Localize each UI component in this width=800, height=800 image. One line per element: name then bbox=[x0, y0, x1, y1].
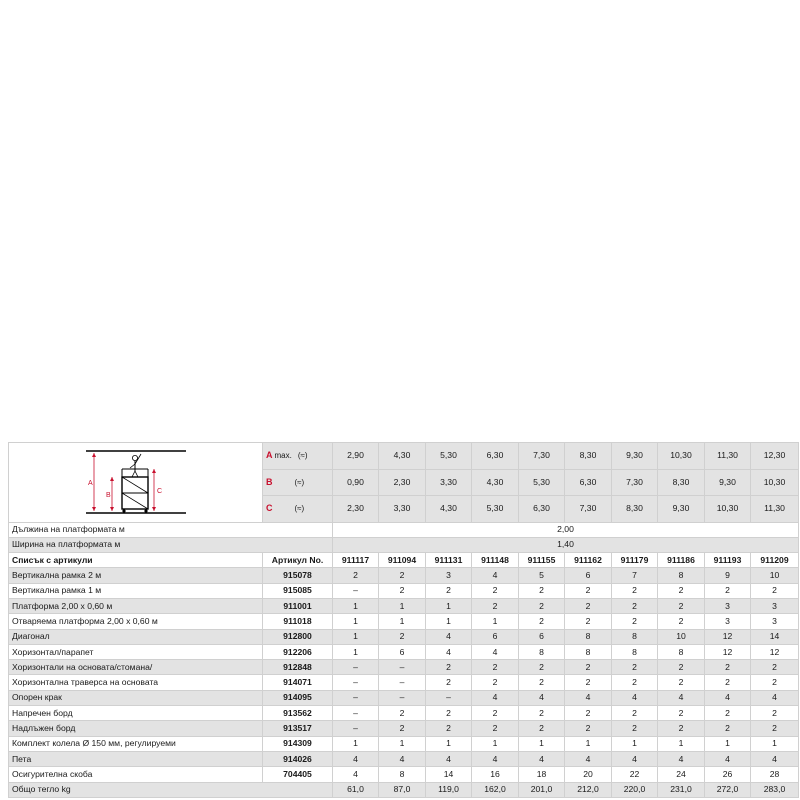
platform-width-label: Ширина на платформата м bbox=[9, 537, 333, 552]
scaffold-spec-table bbox=[8, 442, 799, 798]
item-quantity: 2 bbox=[379, 583, 426, 598]
item-quantity: 2 bbox=[751, 583, 799, 598]
dim-b-value: 6,30 bbox=[565, 469, 612, 496]
dim-b-value: 3,30 bbox=[426, 469, 472, 496]
item-quantity: 1 bbox=[565, 736, 612, 751]
item-article-number: 912800 bbox=[263, 629, 333, 644]
dim-c-value: 6,30 bbox=[519, 496, 565, 523]
item-quantity: 2 bbox=[751, 660, 799, 675]
item-quantity: – bbox=[379, 660, 426, 675]
total-weight-value: 220,0 bbox=[612, 782, 658, 797]
column-article-number: 911179 bbox=[612, 553, 658, 568]
item-quantity: 1 bbox=[379, 736, 426, 751]
item-quantity: 2 bbox=[426, 583, 472, 598]
dim-c-value: 3,30 bbox=[379, 496, 426, 523]
item-quantity: – bbox=[333, 675, 379, 690]
dim-c-value: 4,30 bbox=[426, 496, 472, 523]
item-quantity: 1 bbox=[751, 736, 799, 751]
item-quantity: 1 bbox=[426, 614, 472, 629]
dim-c-value: 9,30 bbox=[658, 496, 705, 523]
item-quantity: 1 bbox=[379, 614, 426, 629]
table-row bbox=[9, 598, 799, 613]
item-quantity: 1 bbox=[333, 629, 379, 644]
dim-a-value: 11,30 bbox=[705, 443, 751, 470]
item-quantity: 2 bbox=[565, 598, 612, 613]
item-quantity: 4 bbox=[426, 629, 472, 644]
item-quantity: 2 bbox=[612, 598, 658, 613]
dim-a-value: 7,30 bbox=[519, 443, 565, 470]
item-article-number: 914071 bbox=[263, 675, 333, 690]
dim-a-value: 5,30 bbox=[426, 443, 472, 470]
table-row bbox=[9, 583, 799, 598]
item-quantity: 4 bbox=[612, 690, 658, 705]
total-weight-row bbox=[9, 782, 799, 797]
item-quantity: 3 bbox=[426, 568, 472, 583]
total-weight-value: 119,0 bbox=[426, 782, 472, 797]
dim-b-value: 2,30 bbox=[379, 469, 426, 496]
item-quantity: 1 bbox=[705, 736, 751, 751]
item-quantity: 7 bbox=[612, 568, 658, 583]
item-quantity: 4 bbox=[333, 751, 379, 766]
item-quantity: 4 bbox=[565, 751, 612, 766]
article-number-heading: Артикул No. bbox=[263, 553, 333, 568]
item-quantity: 8 bbox=[612, 629, 658, 644]
item-quantity: 2 bbox=[426, 721, 472, 736]
table-row bbox=[9, 690, 799, 705]
item-quantity: 2 bbox=[612, 660, 658, 675]
svg-text:C: C bbox=[156, 488, 162, 496]
item-quantity: 2 bbox=[705, 706, 751, 721]
item-name: Диагонал bbox=[9, 629, 263, 644]
scaffold-illustration bbox=[9, 443, 263, 523]
item-quantity: 2 bbox=[379, 706, 426, 721]
item-quantity: 10 bbox=[751, 568, 799, 583]
platform-length-value: 2,00 bbox=[333, 522, 799, 537]
item-quantity: 12 bbox=[705, 629, 751, 644]
item-quantity: 8 bbox=[565, 644, 612, 659]
item-quantity: 2 bbox=[705, 583, 751, 598]
item-quantity: 2 bbox=[519, 721, 565, 736]
item-quantity: 10 bbox=[658, 629, 705, 644]
item-quantity: 1 bbox=[333, 644, 379, 659]
dim-a-value: 8,30 bbox=[565, 443, 612, 470]
dim-b-value: 0,90 bbox=[333, 469, 379, 496]
item-quantity: 2 bbox=[658, 598, 705, 613]
item-quantity: 8 bbox=[658, 568, 705, 583]
item-quantity: 4 bbox=[751, 751, 799, 766]
dim-b-value: 4,30 bbox=[472, 469, 519, 496]
item-article-number: 913517 bbox=[263, 721, 333, 736]
item-quantity: 1 bbox=[426, 736, 472, 751]
item-quantity: – bbox=[333, 690, 379, 705]
item-quantity: 4 bbox=[705, 690, 751, 705]
item-quantity: 4 bbox=[658, 751, 705, 766]
item-name: Комплект колела Ø 150 мм, регулируеми bbox=[9, 736, 263, 751]
item-quantity: – bbox=[333, 721, 379, 736]
item-quantity: 2 bbox=[658, 660, 705, 675]
item-quantity: 1 bbox=[333, 614, 379, 629]
total-weight-value: 272,0 bbox=[705, 782, 751, 797]
item-quantity: 2 bbox=[426, 675, 472, 690]
item-quantity: 2 bbox=[426, 706, 472, 721]
item-quantity: 8 bbox=[519, 644, 565, 659]
item-quantity: 1 bbox=[333, 598, 379, 613]
item-article-number: 914095 bbox=[263, 690, 333, 705]
dim-a-value: 9,30 bbox=[612, 443, 658, 470]
item-quantity: 2 bbox=[519, 583, 565, 598]
article-list-heading: Списък с артикули bbox=[9, 553, 263, 568]
column-article-number: 911186 bbox=[658, 553, 705, 568]
dim-a-value: 4,30 bbox=[379, 443, 426, 470]
item-name: Хоризонтална траверса на основата bbox=[9, 675, 263, 690]
item-quantity: 2 bbox=[426, 660, 472, 675]
item-quantity: 4 bbox=[519, 751, 565, 766]
item-quantity: 2 bbox=[472, 598, 519, 613]
item-quantity: 8 bbox=[658, 644, 705, 659]
item-quantity: 2 bbox=[565, 660, 612, 675]
total-weight-value: 87,0 bbox=[379, 782, 426, 797]
item-quantity: 24 bbox=[658, 767, 705, 782]
item-quantity: 9 bbox=[705, 568, 751, 583]
item-article-number: 911001 bbox=[263, 598, 333, 613]
item-quantity: 14 bbox=[426, 767, 472, 782]
item-quantity: 12 bbox=[705, 644, 751, 659]
item-quantity: 3 bbox=[751, 598, 799, 613]
item-quantity: 2 bbox=[472, 583, 519, 598]
column-article-number: 911117 bbox=[333, 553, 379, 568]
item-quantity: 1 bbox=[333, 736, 379, 751]
item-quantity: 1 bbox=[379, 598, 426, 613]
item-quantity: 2 bbox=[519, 598, 565, 613]
item-article-number: 912206 bbox=[263, 644, 333, 659]
item-quantity: 8 bbox=[565, 629, 612, 644]
item-quantity: 1 bbox=[519, 736, 565, 751]
table-row bbox=[9, 721, 799, 736]
item-quantity: 2 bbox=[565, 614, 612, 629]
dim-c-value: 10,30 bbox=[705, 496, 751, 523]
platform-length-row bbox=[9, 522, 799, 537]
item-quantity: – bbox=[333, 660, 379, 675]
item-quantity: 1 bbox=[612, 736, 658, 751]
table-row bbox=[9, 644, 799, 659]
item-name: Отваряема платформа 2,00 x 0,60 м bbox=[9, 614, 263, 629]
column-article-number: 911131 bbox=[426, 553, 472, 568]
item-quantity: – bbox=[379, 690, 426, 705]
item-article-number: 915085 bbox=[263, 583, 333, 598]
item-quantity: 2 bbox=[519, 660, 565, 675]
item-quantity: 4 bbox=[472, 568, 519, 583]
table-row bbox=[9, 751, 799, 766]
column-article-number: 911162 bbox=[565, 553, 612, 568]
item-quantity: 22 bbox=[612, 767, 658, 782]
total-weight-value: 201,0 bbox=[519, 782, 565, 797]
item-quantity: 4 bbox=[472, 690, 519, 705]
dim-c-value: 11,30 bbox=[751, 496, 799, 523]
table-row bbox=[9, 568, 799, 583]
item-quantity: 1 bbox=[426, 598, 472, 613]
item-quantity: – bbox=[426, 690, 472, 705]
item-quantity: 2 bbox=[612, 675, 658, 690]
item-quantity: 2 bbox=[379, 568, 426, 583]
item-name: Надлъжен борд bbox=[9, 721, 263, 736]
dim-b-value: 8,30 bbox=[658, 469, 705, 496]
dim-label-a: A max. (≈) bbox=[263, 443, 333, 470]
dim-label-b: B (≈) bbox=[263, 469, 333, 496]
svg-text:B: B bbox=[105, 492, 111, 500]
item-quantity: 8 bbox=[612, 644, 658, 659]
item-quantity: 18 bbox=[519, 767, 565, 782]
item-quantity: 2 bbox=[472, 675, 519, 690]
item-quantity: 2 bbox=[658, 721, 705, 736]
item-quantity: 14 bbox=[751, 629, 799, 644]
item-quantity: 2 bbox=[751, 706, 799, 721]
item-article-number: 912848 bbox=[263, 660, 333, 675]
item-quantity: 1 bbox=[658, 736, 705, 751]
item-name: Опорен крак bbox=[9, 690, 263, 705]
article-list-header-row bbox=[9, 553, 799, 568]
item-quantity: 2 bbox=[519, 675, 565, 690]
dim-a-value: 6,30 bbox=[472, 443, 519, 470]
column-article-number: 911148 bbox=[472, 553, 519, 568]
item-quantity: 2 bbox=[612, 706, 658, 721]
column-article-number: 911193 bbox=[705, 553, 751, 568]
item-quantity: 2 bbox=[565, 721, 612, 736]
item-quantity: 4 bbox=[612, 751, 658, 766]
item-quantity: 2 bbox=[565, 706, 612, 721]
total-weight-value: 283,0 bbox=[751, 782, 799, 797]
item-quantity: 4 bbox=[333, 767, 379, 782]
item-quantity: 2 bbox=[379, 721, 426, 736]
platform-length-label: Дължина на платформата м bbox=[9, 522, 333, 537]
item-quantity: 2 bbox=[705, 675, 751, 690]
item-quantity: 20 bbox=[565, 767, 612, 782]
item-quantity: 2 bbox=[379, 629, 426, 644]
item-article-number: 914309 bbox=[263, 736, 333, 751]
item-name: Платформа 2,00 x 0,60 м bbox=[9, 598, 263, 613]
scaffold-tower-icon bbox=[86, 447, 186, 517]
item-quantity: 4 bbox=[426, 644, 472, 659]
dim-b-value: 7,30 bbox=[612, 469, 658, 496]
column-article-number: 911155 bbox=[519, 553, 565, 568]
item-name: Хоризонтали на основата/стомана/ bbox=[9, 660, 263, 675]
dim-c-value: 8,30 bbox=[612, 496, 658, 523]
column-article-number: 911209 bbox=[751, 553, 799, 568]
dim-b-value: 5,30 bbox=[519, 469, 565, 496]
platform-width-row bbox=[9, 537, 799, 552]
item-quantity: – bbox=[379, 675, 426, 690]
table-row bbox=[9, 736, 799, 751]
item-quantity: 2 bbox=[333, 568, 379, 583]
item-name: Вертикална рамка 1 м bbox=[9, 583, 263, 598]
item-article-number: 913562 bbox=[263, 706, 333, 721]
total-weight-value: 231,0 bbox=[658, 782, 705, 797]
item-quantity: 6 bbox=[379, 644, 426, 659]
total-weight-label: Общо тегло kg bbox=[9, 782, 333, 797]
item-name: Пета bbox=[9, 751, 263, 766]
total-weight-value: 162,0 bbox=[472, 782, 519, 797]
item-quantity: 16 bbox=[472, 767, 519, 782]
item-quantity: 6 bbox=[565, 568, 612, 583]
item-quantity: 2 bbox=[705, 660, 751, 675]
table-row bbox=[9, 660, 799, 675]
item-quantity: 4 bbox=[565, 690, 612, 705]
item-quantity: – bbox=[333, 583, 379, 598]
item-quantity: 2 bbox=[751, 675, 799, 690]
item-quantity: 2 bbox=[751, 721, 799, 736]
item-quantity: 3 bbox=[751, 614, 799, 629]
item-quantity: 2 bbox=[658, 583, 705, 598]
item-quantity: 4 bbox=[472, 644, 519, 659]
dim-row-a bbox=[9, 443, 799, 470]
dim-c-value: 2,30 bbox=[333, 496, 379, 523]
total-weight-value: 212,0 bbox=[565, 782, 612, 797]
item-quantity: 2 bbox=[705, 721, 751, 736]
item-quantity: 1 bbox=[472, 736, 519, 751]
item-name: Осигурителна скоба bbox=[9, 767, 263, 782]
item-quantity: 2 bbox=[612, 583, 658, 598]
item-quantity: 6 bbox=[472, 629, 519, 644]
item-quantity: – bbox=[333, 706, 379, 721]
dim-label-c: C (≈) bbox=[263, 496, 333, 523]
total-weight-value: 61,0 bbox=[333, 782, 379, 797]
item-quantity: 3 bbox=[705, 614, 751, 629]
item-name: Хоризонтал/парапет bbox=[9, 644, 263, 659]
item-quantity: 28 bbox=[751, 767, 799, 782]
item-name: Напречен борд bbox=[9, 706, 263, 721]
item-article-number: 911018 bbox=[263, 614, 333, 629]
dim-a-value: 10,30 bbox=[658, 443, 705, 470]
item-quantity: 2 bbox=[565, 675, 612, 690]
item-quantity: 4 bbox=[379, 751, 426, 766]
item-quantity: 2 bbox=[612, 721, 658, 736]
item-article-number: 704405 bbox=[263, 767, 333, 782]
dim-c-value: 7,30 bbox=[565, 496, 612, 523]
item-quantity: 4 bbox=[472, 751, 519, 766]
item-quantity: 2 bbox=[519, 706, 565, 721]
item-quantity: 5 bbox=[519, 568, 565, 583]
item-quantity: 26 bbox=[705, 767, 751, 782]
item-quantity: 12 bbox=[751, 644, 799, 659]
item-quantity: 2 bbox=[519, 614, 565, 629]
item-quantity: 1 bbox=[472, 614, 519, 629]
item-name: Вертикална рамка 2 м bbox=[9, 568, 263, 583]
table-row bbox=[9, 614, 799, 629]
item-quantity: 4 bbox=[426, 751, 472, 766]
item-quantity: 2 bbox=[612, 614, 658, 629]
dim-a-value: 12,30 bbox=[751, 443, 799, 470]
item-quantity: 4 bbox=[751, 690, 799, 705]
dim-a-value: 2,90 bbox=[333, 443, 379, 470]
item-article-number: 914026 bbox=[263, 751, 333, 766]
item-quantity: 2 bbox=[565, 583, 612, 598]
item-quantity: 8 bbox=[379, 767, 426, 782]
table-row bbox=[9, 706, 799, 721]
table-row bbox=[9, 675, 799, 690]
svg-text:A: A bbox=[87, 480, 93, 488]
column-article-number: 911094 bbox=[379, 553, 426, 568]
table-row bbox=[9, 767, 799, 782]
item-quantity: 3 bbox=[705, 598, 751, 613]
item-quantity: 6 bbox=[519, 629, 565, 644]
item-quantity: 4 bbox=[705, 751, 751, 766]
dim-c-value: 5,30 bbox=[472, 496, 519, 523]
table-row bbox=[9, 629, 799, 644]
item-rows bbox=[9, 568, 799, 782]
item-quantity: 2 bbox=[658, 706, 705, 721]
item-quantity: 4 bbox=[658, 690, 705, 705]
item-article-number: 915078 bbox=[263, 568, 333, 583]
dim-b-value: 9,30 bbox=[705, 469, 751, 496]
item-quantity: 2 bbox=[658, 614, 705, 629]
platform-width-value: 1,40 bbox=[333, 537, 799, 552]
item-quantity: 2 bbox=[472, 660, 519, 675]
item-quantity: 2 bbox=[658, 675, 705, 690]
item-quantity: 4 bbox=[519, 690, 565, 705]
item-quantity: 2 bbox=[472, 706, 519, 721]
item-quantity: 2 bbox=[472, 721, 519, 736]
dim-b-value: 10,30 bbox=[751, 469, 799, 496]
